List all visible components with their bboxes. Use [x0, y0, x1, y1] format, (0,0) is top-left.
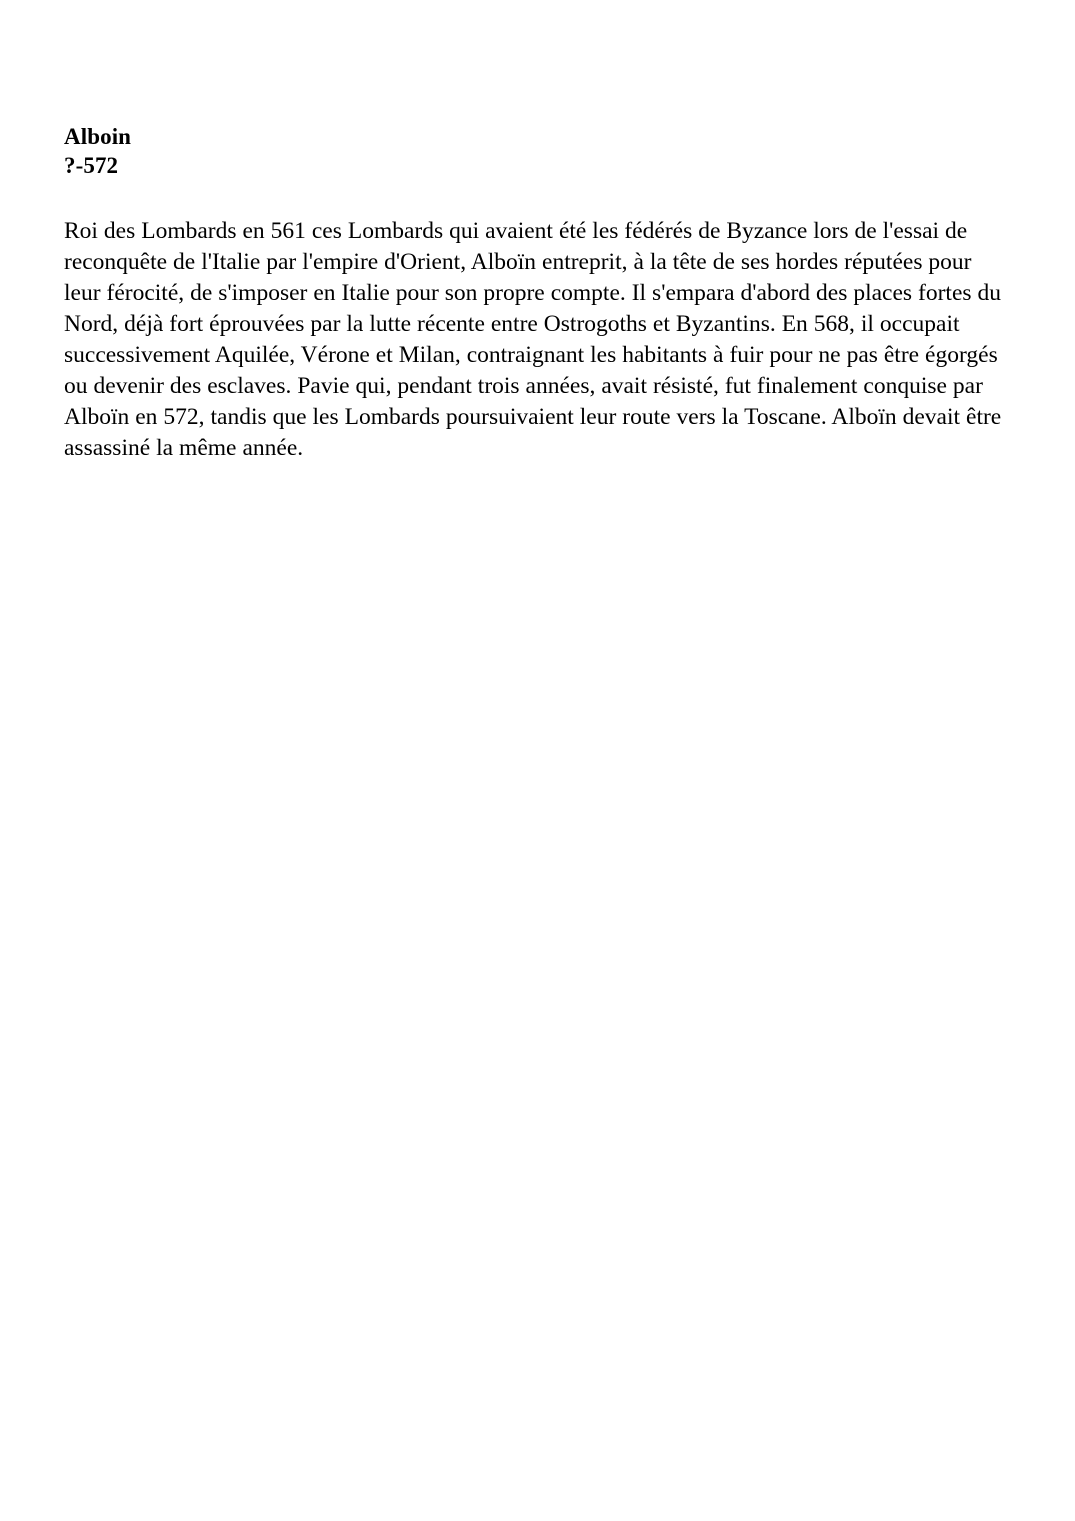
page-title: Alboin — [64, 124, 132, 149]
entry-dates-subtitle: ?-572 — [64, 153, 119, 178]
entry-block — [64, 122, 1008, 464]
entry-body-paragraph: Roi des Lombards en 561 ces Lombards qui avaient été les fédérés de Byzance lors de l'essai de reconquête de l'Italie par l'empire d'Orient, Alboïn entreprit, à la tête de ses hordes réputées pour leur férocité, de s'imposer en Italie pour son propre compte. Il s'empara d'abord des places fortes du Nord, déjà fort éprouvées par la lutte récente entre Ostrogoths et Byzantins. En 568, il occupait successivement Aquilée, Vérone et Milan, contraignant les habitants à fuir pour ne pas être égorgés ou devenir des esclaves. Pavie qui, pendant trois années, avait résisté, fut finalement conquise par Alboïn en 572, tandis que les Lombards poursuivaient leur route vers la Toscane. Alboïn devait être assassiné la même année. — [64, 218, 1002, 461]
